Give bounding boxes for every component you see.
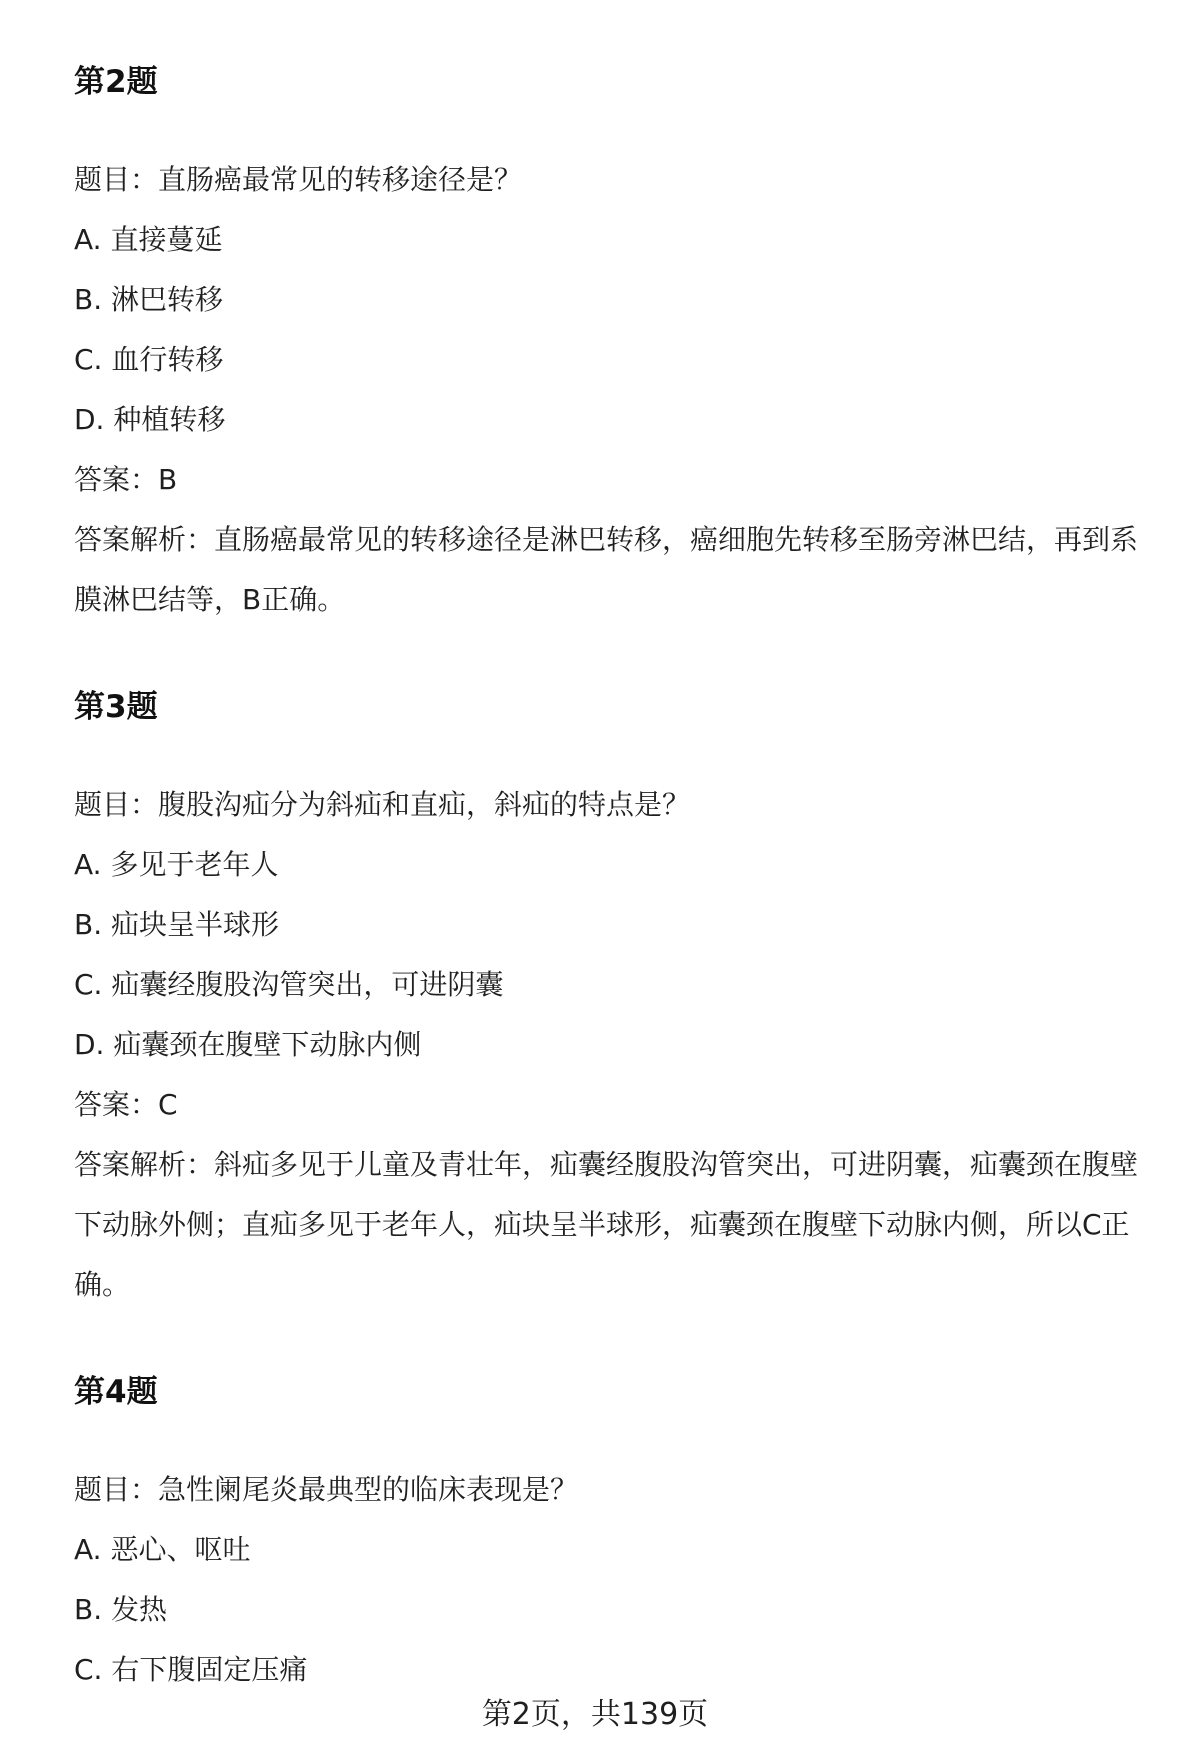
question-2 <box>74 60 1164 630</box>
question-prompt: 题目：直肠癌最常见的转移途径是？ <box>74 163 523 196</box>
question-4 <box>74 1370 1164 1700</box>
option-d: D. 种植转移 <box>74 403 226 436</box>
option-a: A. 恶心、呕吐 <box>74 1533 251 1566</box>
option-c: C. 右下腹固定压痛 <box>74 1653 308 1686</box>
option-c: C. 疝囊经腹股沟管突出，可进阴囊 <box>74 968 504 1001</box>
question-heading: 第2题 <box>74 64 158 100</box>
answer: 答案：B <box>74 463 178 496</box>
option-a: A. 多见于老年人 <box>74 848 279 881</box>
answer: 答案：C <box>74 1088 178 1121</box>
option-c: C. 血行转移 <box>74 343 224 376</box>
page-number-footer: 第2页，共139页 <box>481 1697 709 1732</box>
option-b: B. 发热 <box>74 1593 168 1626</box>
question-3 <box>74 685 1164 1315</box>
option-a: A. 直接蔓延 <box>74 223 223 256</box>
option-b: B. 疝块呈半球形 <box>74 908 280 941</box>
question-prompt: 题目：急性阑尾炎最典型的临床表现是？ <box>74 1473 579 1506</box>
answer-explanation: 答案解析：直肠癌最常见的转移途径是淋巴转移，癌细胞先转移至肠旁淋巴结，再到系膜淋巴结等，B正确。 <box>74 523 1139 616</box>
question-heading: 第3题 <box>74 689 158 725</box>
answer-explanation: 答案解析：斜疝多见于儿童及青壮年，疝囊经腹股沟管突出，可进阴囊，疝囊颈在腹壁下动脉外侧；直疝多见于老年人，疝块呈半球形，疝囊颈在腹壁下动脉内侧，所以C正确。 <box>74 1148 1139 1301</box>
option-b: B. 淋巴转移 <box>74 283 224 316</box>
question-prompt: 题目：腹股沟疝分为斜疝和直疝，斜疝的特点是？ <box>74 788 691 821</box>
option-d: D. 疝囊颈在腹壁下动脉内侧 <box>74 1028 422 1061</box>
question-heading: 第4题 <box>74 1374 158 1410</box>
